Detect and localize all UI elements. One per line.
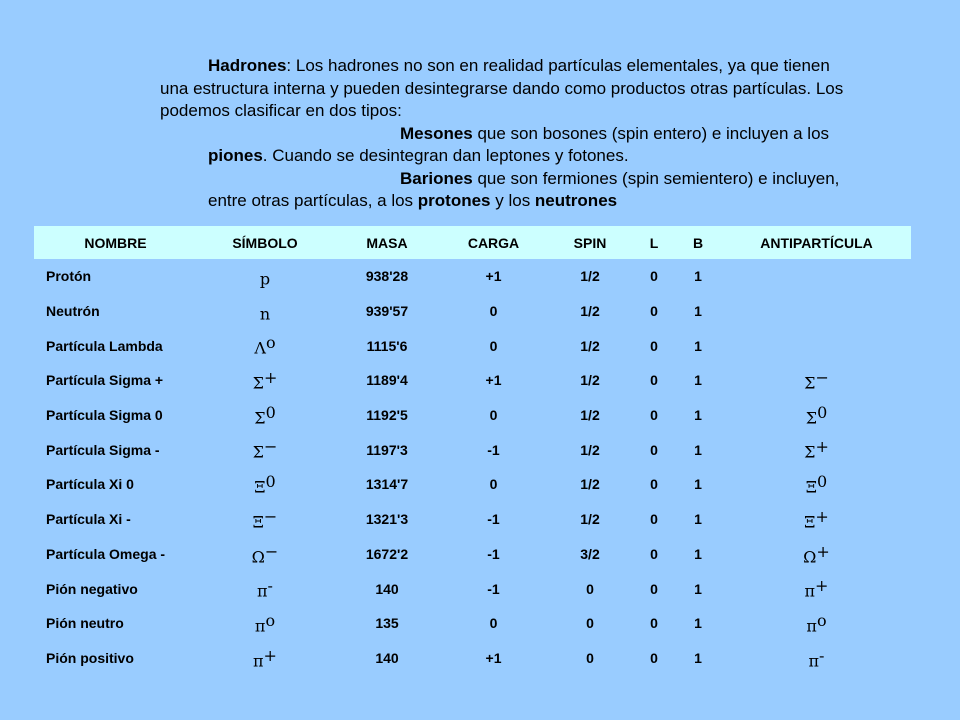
particle-charge: +1 bbox=[485, 268, 502, 285]
cell-masa bbox=[333, 398, 441, 433]
antiparticle-symbol-sup: o bbox=[816, 610, 827, 630]
cell-carga bbox=[441, 294, 546, 329]
cell-simbolo bbox=[197, 432, 333, 467]
antiparticle-symbol-sup: - bbox=[819, 645, 825, 665]
particle-spin: 3/2 bbox=[580, 545, 600, 562]
cell-nombre bbox=[34, 641, 197, 676]
table-row bbox=[34, 502, 911, 537]
particle-charge: 0 bbox=[489, 615, 498, 632]
cell-l bbox=[634, 537, 674, 572]
particle-mass: 140 bbox=[375, 580, 399, 597]
particle-l: 0 bbox=[650, 268, 658, 285]
particle-spin: 1/2 bbox=[580, 511, 600, 528]
col-header-l: L bbox=[649, 234, 659, 251]
particle-symbol-sup: 0 bbox=[265, 472, 276, 492]
particle-mass: 1192'5 bbox=[366, 407, 408, 424]
table-row bbox=[34, 259, 911, 294]
particle-symbol-sup: + bbox=[263, 368, 278, 388]
cell-carga bbox=[441, 606, 546, 641]
mesones-title: Mesones bbox=[400, 123, 473, 143]
hadrones-text: : Los hadrones no son en realidad partículas elementales, ya que tienen una estructura interna y pueden desintegrarse dando como productos otras partículas. Los podemos clasificar en dos tipos: bbox=[160, 56, 844, 120]
particle-symbol: π bbox=[257, 581, 268, 601]
antiparticle-symbol: Ξ bbox=[805, 477, 818, 497]
particle-mass: 1672'2 bbox=[365, 545, 409, 562]
table-row bbox=[34, 571, 911, 606]
particle-symbol: Σ bbox=[252, 373, 264, 393]
bariones-text: que son fermiones (spin semientero) e incluyen, entre otras partículas, a los bbox=[208, 168, 840, 210]
col-header-simbolo: SÍMBOLO bbox=[232, 234, 298, 251]
particle-spin: 1/2 bbox=[580, 372, 600, 389]
cell-l bbox=[634, 641, 674, 676]
antiparticle-symbol-sup: + bbox=[816, 541, 830, 561]
particle-symbol: π bbox=[254, 616, 266, 636]
particle-symbol: Ξ bbox=[252, 512, 264, 532]
table-header-row bbox=[34, 226, 911, 259]
cell-b bbox=[674, 294, 722, 329]
cell-l bbox=[634, 259, 674, 294]
particle-b: 1 bbox=[694, 303, 702, 320]
particle-symbol: π bbox=[253, 651, 264, 671]
particle-b: 1 bbox=[694, 268, 702, 285]
cell-carga bbox=[441, 398, 546, 433]
col-header-spin: SPIN bbox=[573, 234, 607, 251]
particle-name: Partícula Xi 0 bbox=[46, 476, 134, 493]
cell-antiparticula bbox=[722, 398, 911, 433]
cell-spin bbox=[546, 467, 634, 502]
particle-symbol: Σ bbox=[252, 443, 264, 463]
cell-antiparticula bbox=[722, 502, 911, 537]
table-row bbox=[34, 641, 911, 676]
particle-charge: 0 bbox=[489, 407, 498, 424]
particle-l: 0 bbox=[650, 545, 658, 562]
mesones-paragraph bbox=[160, 123, 860, 168]
cell-b bbox=[674, 641, 722, 676]
cell-antiparticula bbox=[722, 606, 911, 641]
antiparticle-symbol-sup: 0 bbox=[817, 472, 828, 492]
cell-masa bbox=[333, 363, 441, 398]
particle-l: 0 bbox=[650, 649, 658, 666]
cell-b bbox=[674, 259, 722, 294]
antiparticle-symbol-sup: 0 bbox=[817, 402, 828, 422]
particle-spin: 1/2 bbox=[580, 337, 600, 354]
table-row bbox=[34, 294, 911, 329]
particle-name: Pión neutro bbox=[46, 615, 124, 632]
particle-charge: -1 bbox=[487, 441, 500, 458]
cell-l bbox=[634, 363, 674, 398]
particle-mass: 1197'3 bbox=[366, 441, 408, 458]
particle-mass: 938'28 bbox=[365, 268, 409, 285]
cell-spin bbox=[546, 294, 634, 329]
cell-antiparticula bbox=[722, 537, 911, 572]
cell-nombre bbox=[34, 502, 197, 537]
particle-b: 1 bbox=[694, 615, 702, 632]
cell-nombre bbox=[34, 328, 197, 363]
particle-b: 1 bbox=[694, 649, 702, 666]
cell-simbolo bbox=[197, 571, 333, 606]
particle-spin: 1/2 bbox=[580, 268, 600, 285]
cell-antiparticula bbox=[722, 328, 911, 363]
particle-symbol: Ω bbox=[251, 547, 265, 567]
cell-b bbox=[674, 571, 722, 606]
cell-carga bbox=[441, 432, 546, 467]
particle-charge: -1 bbox=[487, 580, 500, 597]
cell-b bbox=[674, 363, 722, 398]
cell-carga bbox=[441, 328, 546, 363]
cell-l bbox=[634, 606, 674, 641]
particle-symbol-sup: 0 bbox=[265, 402, 276, 422]
neutrones-term: neutrones bbox=[534, 191, 618, 210]
cell-b bbox=[674, 398, 722, 433]
cell-b bbox=[674, 502, 722, 537]
cell-simbolo bbox=[197, 641, 333, 676]
particle-charge: 0 bbox=[489, 303, 498, 320]
cell-simbolo bbox=[197, 294, 333, 329]
cell-carga bbox=[441, 502, 546, 537]
antiparticle-symbol: Ξ bbox=[804, 512, 816, 532]
particle-b: 1 bbox=[694, 580, 702, 597]
antiparticle-symbol: π bbox=[806, 616, 817, 636]
particle-name: Partícula Sigma - bbox=[46, 441, 160, 458]
particle-symbol-sup: − bbox=[264, 541, 279, 561]
particle-charge: -1 bbox=[487, 511, 500, 528]
intro-text bbox=[160, 55, 860, 213]
particle-mass: 140 bbox=[375, 649, 399, 666]
mesones-text-2: . Cuando se desintegran dan leptones y fotones. bbox=[262, 146, 629, 165]
particle-name: Pión positivo bbox=[46, 649, 134, 666]
and-los-text: y los bbox=[490, 191, 535, 210]
particle-name: Pión negativo bbox=[46, 580, 138, 597]
cell-b bbox=[674, 606, 722, 641]
cell-spin bbox=[546, 571, 634, 606]
particle-charge: 0 bbox=[489, 476, 498, 493]
cell-b bbox=[674, 432, 722, 467]
cell-antiparticula bbox=[722, 467, 911, 502]
particle-b: 1 bbox=[694, 407, 702, 424]
particle-l: 0 bbox=[650, 303, 658, 320]
particle-b: 1 bbox=[694, 476, 702, 493]
particle-spin: 1/2 bbox=[580, 407, 600, 424]
cell-nombre bbox=[34, 363, 197, 398]
particle-charge: 0 bbox=[489, 337, 498, 354]
cell-masa bbox=[333, 537, 441, 572]
cell-l bbox=[634, 432, 674, 467]
cell-masa bbox=[333, 502, 441, 537]
mesones-text: que son bosones (spin entero) e incluyen a los bbox=[472, 123, 830, 143]
cell-carga bbox=[441, 537, 546, 572]
particle-name: Partícula Lambda bbox=[46, 337, 163, 354]
table-row bbox=[34, 398, 911, 433]
particles-table bbox=[34, 226, 911, 675]
particle-mass: 1321'3 bbox=[365, 511, 409, 528]
particle-symbol-sup: o bbox=[265, 610, 276, 630]
cell-b bbox=[674, 467, 722, 502]
particle-mass: 1314'7 bbox=[365, 476, 409, 493]
cell-antiparticula bbox=[722, 571, 911, 606]
cell-masa bbox=[333, 328, 441, 363]
col-header-masa: MASA bbox=[366, 234, 408, 251]
table-body bbox=[34, 259, 911, 675]
cell-simbolo bbox=[197, 537, 333, 572]
cell-spin bbox=[546, 641, 634, 676]
particle-spin: 1/2 bbox=[580, 441, 600, 458]
cell-simbolo bbox=[197, 502, 333, 537]
piones-term: piones bbox=[208, 146, 263, 165]
cell-nombre bbox=[34, 537, 197, 572]
protones-term: protones bbox=[417, 191, 491, 210]
bariones-title: Bariones bbox=[400, 168, 473, 188]
particle-b: 1 bbox=[694, 545, 702, 562]
particle-symbol-sup: + bbox=[263, 645, 277, 665]
cell-nombre bbox=[34, 259, 197, 294]
cell-simbolo bbox=[197, 259, 333, 294]
cell-l bbox=[634, 294, 674, 329]
antiparticle-symbol: Σ bbox=[804, 373, 816, 393]
particle-charge: -1 bbox=[487, 545, 500, 562]
particle-mass: 135 bbox=[375, 615, 399, 632]
cell-l bbox=[634, 398, 674, 433]
particle-symbol-sup: − bbox=[263, 437, 278, 457]
cell-carga bbox=[441, 641, 546, 676]
particle-b: 1 bbox=[694, 337, 702, 354]
particle-b: 1 bbox=[694, 511, 702, 528]
table-row bbox=[34, 537, 911, 572]
particle-spin: 0 bbox=[586, 615, 594, 632]
cell-masa bbox=[333, 259, 441, 294]
particle-symbol: Λ bbox=[254, 339, 266, 359]
cell-carga bbox=[441, 363, 546, 398]
particle-symbol-sup: o bbox=[265, 333, 276, 353]
particle-spin: 1/2 bbox=[580, 303, 600, 320]
antiparticle-symbol-sup: + bbox=[815, 437, 829, 457]
cell-masa bbox=[333, 467, 441, 502]
cell-b bbox=[674, 328, 722, 363]
cell-nombre bbox=[34, 606, 197, 641]
table-row bbox=[34, 328, 911, 363]
particle-symbol-sup: − bbox=[263, 506, 278, 526]
particle-charge: +1 bbox=[485, 372, 502, 389]
antiparticle-symbol: π bbox=[804, 581, 816, 601]
table-row bbox=[34, 432, 911, 467]
particle-symbol: p bbox=[259, 269, 271, 289]
particle-l: 0 bbox=[650, 476, 658, 493]
particle-name: Partícula Omega - bbox=[46, 545, 166, 562]
cell-simbolo bbox=[197, 606, 333, 641]
particle-name: Protón bbox=[46, 268, 92, 285]
antiparticle-symbol: Σ bbox=[804, 443, 816, 463]
col-header-antiparticula: ANTIPARTÍCULA bbox=[760, 234, 873, 251]
antiparticle-symbol-sup: − bbox=[815, 368, 829, 388]
table-row bbox=[34, 363, 911, 398]
cell-simbolo bbox=[197, 328, 333, 363]
cell-l bbox=[634, 571, 674, 606]
cell-l bbox=[634, 502, 674, 537]
cell-b bbox=[674, 537, 722, 572]
cell-carga bbox=[441, 467, 546, 502]
particle-mass: 939'57 bbox=[365, 303, 409, 320]
cell-carga bbox=[441, 259, 546, 294]
cell-l bbox=[634, 467, 674, 502]
particle-spin: 0 bbox=[586, 580, 594, 597]
particle-l: 0 bbox=[650, 441, 658, 458]
particle-l: 0 bbox=[650, 337, 658, 354]
cell-spin bbox=[546, 398, 634, 433]
particle-spin: 0 bbox=[586, 649, 594, 666]
particle-mass: 1115'6 bbox=[366, 337, 408, 354]
particle-l: 0 bbox=[650, 580, 658, 597]
particle-symbol: Σ bbox=[254, 408, 266, 428]
cell-antiparticula bbox=[722, 432, 911, 467]
cell-antiparticula bbox=[722, 259, 911, 294]
table-row bbox=[34, 606, 911, 641]
particle-charge: +1 bbox=[485, 649, 502, 666]
col-header-b: B bbox=[692, 234, 704, 251]
particle-symbol-sup: - bbox=[267, 576, 273, 596]
cell-nombre bbox=[34, 432, 197, 467]
cell-l bbox=[634, 328, 674, 363]
antiparticle-symbol: π bbox=[808, 651, 820, 671]
antiparticle-symbol: Ω bbox=[803, 547, 817, 567]
particle-name: Partícula Sigma + bbox=[46, 372, 164, 389]
particle-name: Partícula Sigma 0 bbox=[46, 407, 163, 424]
antiparticle-symbol: Σ bbox=[805, 408, 818, 428]
cell-spin bbox=[546, 537, 634, 572]
antiparticle-symbol-sup: + bbox=[815, 506, 829, 526]
antiparticle-symbol-sup: + bbox=[815, 576, 829, 596]
cell-masa bbox=[333, 606, 441, 641]
particle-l: 0 bbox=[650, 372, 658, 389]
particle-name: Neutrón bbox=[46, 303, 100, 320]
particle-mass: 1189'4 bbox=[366, 372, 408, 389]
table-row bbox=[34, 467, 911, 502]
cell-simbolo bbox=[197, 398, 333, 433]
particle-l: 0 bbox=[650, 407, 658, 424]
cell-spin bbox=[546, 432, 634, 467]
particle-name: Partícula Xi - bbox=[46, 511, 131, 528]
bariones-paragraph bbox=[160, 168, 860, 213]
cell-masa bbox=[333, 294, 441, 329]
hadrones-title: Hadrones bbox=[208, 56, 287, 75]
particle-l: 0 bbox=[650, 511, 658, 528]
cell-nombre bbox=[34, 398, 197, 433]
cell-spin bbox=[546, 502, 634, 537]
particle-b: 1 bbox=[694, 441, 702, 458]
cell-nombre bbox=[34, 294, 197, 329]
cell-nombre bbox=[34, 571, 197, 606]
cell-carga bbox=[441, 571, 546, 606]
particle-b: 1 bbox=[694, 372, 702, 389]
cell-masa bbox=[333, 571, 441, 606]
col-header-carga: CARGA bbox=[467, 234, 520, 251]
cell-masa bbox=[333, 432, 441, 467]
cell-masa bbox=[333, 641, 441, 676]
cell-spin bbox=[546, 606, 634, 641]
col-header-nombre: NOMBRE bbox=[84, 234, 147, 251]
cell-spin bbox=[546, 259, 634, 294]
particle-l: 0 bbox=[650, 615, 658, 632]
cell-simbolo bbox=[197, 467, 333, 502]
cell-spin bbox=[546, 328, 634, 363]
cell-spin bbox=[546, 363, 634, 398]
particle-symbol: Ξ bbox=[254, 477, 266, 497]
cell-antiparticula bbox=[722, 363, 911, 398]
cell-nombre bbox=[34, 467, 197, 502]
hadrones-paragraph bbox=[160, 55, 860, 123]
cell-simbolo bbox=[197, 363, 333, 398]
cell-antiparticula bbox=[722, 641, 911, 676]
particle-symbol: n bbox=[259, 304, 271, 324]
cell-antiparticula bbox=[722, 294, 911, 329]
particle-spin: 1/2 bbox=[580, 476, 600, 493]
